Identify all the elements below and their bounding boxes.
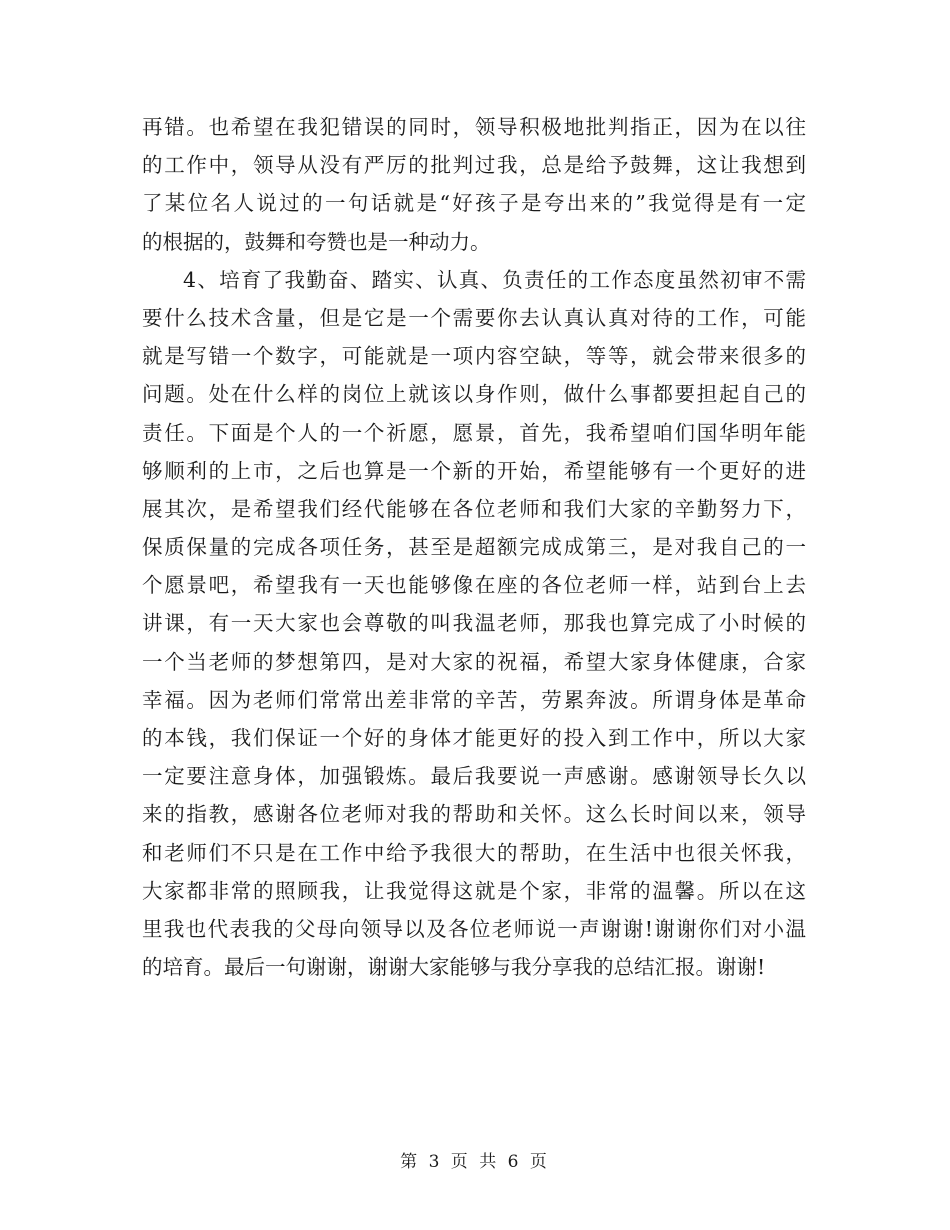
text-line: 的根据的，鼓舞和夸赞也是一种动力。 — [142, 229, 491, 254]
text-line: 问题。处在什么样的岗位上就该以身作则，做什么事都要担起自己的 — [142, 382, 806, 407]
text-line: 幸福。因为老师们常常出差非常的辛苦，劳累奔波。所谓身体是革命 — [142, 687, 806, 712]
text-line: 一个当老师的梦想第四，是对大家的祝福，希望大家身体健康，合家 — [142, 649, 806, 674]
text-line: 来的指教，感谢各位老师对我的帮助和关怀。这么长时间以来，领导 — [142, 802, 806, 827]
text-line: 再错。也希望在我犯错误的同时，领导积极地批判指正，因为在以往 — [142, 115, 806, 139]
text-line: 了某位名人说过的一句话就是“好孩子是夸出来的”我觉得是有一定 — [142, 191, 806, 216]
text-line: 个愿景吧，希望我有一天也能够像在座的各位老师一样，站到台上去 — [142, 573, 806, 598]
page-number-footer: 第 3 页 共 6 页 — [400, 1152, 550, 1172]
text-line: 大家都非常的照顾我，让我觉得这就是个家，非常的温馨。所以在这 — [142, 878, 806, 903]
body-text — [142, 108, 806, 986]
text-line: 保质保量的完成各项任务，甚至是超额完成成第三，是对我自己的一 — [142, 535, 806, 560]
text-line: 讲课，有一天大家也会尊敬的叫我温老师，那我也算完成了小时候的 — [142, 611, 806, 636]
text-line: 和老师们不只是在工作中给予我很大的帮助，在生活中也很关怀我， — [142, 840, 806, 865]
text-line: 的培育。最后一句谢谢，谢谢大家能够与我分享我的总结汇报。谢谢! — [142, 955, 766, 980]
text-line: 责任。下面是个人的一个祈愿，愿景，首先，我希望咱们国华明年能 — [142, 420, 806, 445]
text-line: 展其次，是希望我们经代能够在各位老师和我们大家的辛勤努力下， — [142, 496, 806, 521]
text-line: 就是写错一个数字，可能就是一项内容空缺，等等，就会带来很多的 — [142, 344, 806, 369]
text-line: 的工作中，领导从没有严厉的批判过我，总是给予鼓舞，这让我想到 — [142, 153, 806, 178]
text-line: 一定要注意身体，加强锻炼。最后我要说一声感谢。感谢领导长久以 — [142, 764, 806, 789]
text-line: 够顺利的上市，之后也算是一个新的开始，希望能够有一个更好的进 — [142, 458, 806, 483]
paragraph-start-line: 4、培育了我勤奋、踏实、认真、负责任的工作态度虽然初审不需 — [183, 267, 806, 292]
text-line: 要什么技术含量，但是它是一个需要你去认真认真对待的工作，可能 — [142, 305, 806, 330]
text-line: 的本钱，我们保证一个好的身体才能更好的投入到工作中，所以大家 — [142, 726, 806, 750]
text-line: 里我也代表我的父母向领导以及各位老师说一声谢谢!谢谢你们对小温 — [142, 916, 806, 941]
